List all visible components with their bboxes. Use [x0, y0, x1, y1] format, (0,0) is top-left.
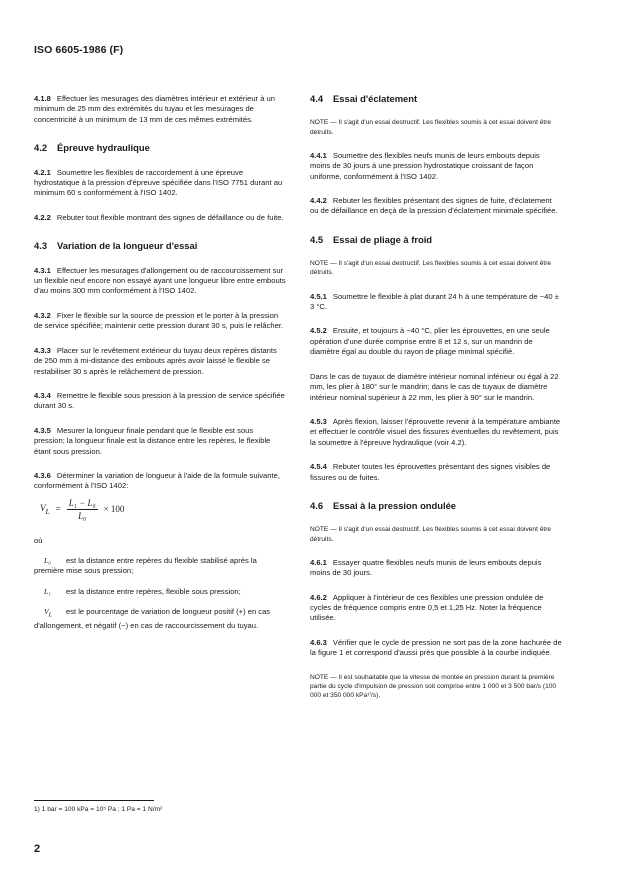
formula-lhs: $V_L$ [40, 502, 50, 516]
formula-denominator: L₀ [78, 511, 87, 522]
para-4-6-3: 4.6.3 Vérifier que le cycle de pression ne sort pas de la zone hachurée de la figure 1 et correspond d'aussi près que possible à la courbe indiquée. [310, 637, 562, 658]
para-4-1-8: 4.1.8 Effectuer les mesurages des diamètres intérieur et extérieur à un minimum de 25 mm des extrémités du tuyau et les mesurages de concentricité à un minimum de 13 mm de ces mêmes extrémités. [34, 94, 275, 124]
formula-numerator: L₁ − L₀ [67, 498, 98, 510]
definition-l1: L₁ est la distance entre repères, flexible sous pression; [44, 586, 241, 596]
note-4-6-3: NOTE — Il est souhaitable que la vitesse de montée en pression durant la première partie du cycle d'impulsion de pression soit comprise entre 1 000 et 3 500 bar/s (100 000 et 350 000 kPa¹⁾/s). [310, 673, 557, 699]
para-4-3-2: 4.3.2 Fixer le flexible sur la source de pression et le porter à la pression de service spécifiée; maintenir cette pression durant 30 s, puis le relâcher. [34, 310, 284, 331]
section-heading-4-3: 4.3 Variation de la longueur d'essai [34, 240, 198, 252]
page-number: 2 [34, 843, 41, 855]
footnote: 1) 1 bar = 100 kPa = 10⁵ Pa ; 1 Pa = 1 N/m² [34, 806, 163, 813]
note-4-5: NOTE — Il s'agit d'un essai destructif. Les flexibles soumis à cet essai doivent être détruits. [310, 260, 552, 277]
right-column [310, 94, 562, 714]
section-heading-4-6: 4.6 Essai à la pression ondulée [310, 499, 457, 511]
para-4-4-2: 4.4.2 Rebuter les flexibles présentant des signes de fuite, d'éclatement ou de défaillance en deçà de la pression d'éclatement minimale spécifiée. [310, 196, 558, 216]
para-4-2-1: 4.2.1 Soumettre les flexibles de raccordement à une épreuve hydrostatique à la pression d'épreuve spécifiée dans l'ISO 7751 durant au minimum 60 s conformément à l'ISO 1402. [34, 167, 283, 198]
para-4-6-1: 4.6.1 Essayer quatre flexibles neufs munis de leurs embouts depuis moins de 30 jours. [310, 557, 542, 578]
para-4-3-1: 4.3.1 Effectuer les mesurages d'allongement ou de raccourcissement sur un flexible neuf encore non essayé ayant une longueur libre entre embouts d'au moins 300 mm conformément à l'ISO 1402. [34, 265, 286, 296]
note-4-4: NOTE — Il s'agit d'un essai destructif. Les flexibles soumis à cet essai doivent être détruits. [310, 119, 552, 136]
para-4-5-4: 4.5.4 Rebuter toutes les éprouvettes présentant des signes visibles de fissures ou de fuites. [310, 462, 551, 482]
para-4-3-3: 4.3.3 Placer sur le revêtement extérieur du tuyau deux repères distants de 250 mm à mi-distance des embouts après avoir laissé le flexible se restabiliser 30 s après le relâchement de pression. [34, 345, 277, 376]
para-4-3-5: 4.3.5 Mesurer la longueur finale pendant que le flexible est sous pression; la longueur finale est la distance entre les repères, le flexible étant sous pression. [34, 425, 271, 456]
section-heading-4-4: 4.4 Essai d'éclatement [310, 93, 418, 104]
page-header: ISO 6605-1986 (F) [34, 44, 124, 56]
section-heading-4-2: 4.2 Épreuve hydraulique [34, 142, 150, 154]
para-4-5-3: 4.5.3 Après flexion, laisser l'éprouvette revenir à la température ambiante et effectuer le contrôle visuel des fissures éventuelles du revêtement, puis la soumettre à l'épreuve hydraulique (voir 4.2). [310, 416, 561, 447]
formula-fraction [67, 498, 98, 522]
para-4-3-4: 4.3.4 Remettre le flexible sous pression à la pression de service spécifiée durant 30 s. [34, 390, 285, 411]
definition-l0: L₀ est la distance entre repères du flexible stabilisé après la première mise sous pression; [34, 555, 257, 576]
para-4-6-2: 4.6.2 Appliquer à l'intérieur de ces flexibles une pression ondulée de cycles de fréquence compris entre 0,5 et 1,25 Hz. Noter la fréquence utilisée. [310, 592, 544, 623]
para-4-2-2: 4.2.2 Rebuter tout flexible montrant des signes de défaillance ou de fuite. [34, 212, 284, 222]
section-heading-4-5: 4.5 Essai de pliage à froid [310, 233, 433, 245]
formula-multiplier: × 100 [103, 504, 125, 515]
where-label: où [34, 535, 43, 545]
footnote-divider [34, 800, 154, 801]
para-4-5-2-continued: Dans le cas de tuyaux de diamètre intérieur nominal inférieur ou égal à 22 mm, les plier à 180° sur le mandrin; dans le cas de tuyaux de diamètre intérieur nominal supérieur à 22 mm, les plier à 90° sur le mandrin. [310, 371, 559, 402]
definition-vl: $V_L$ est le pourcentage de variation de longueur positif (+) en cas d'allongement, et négatif (−) en cas de raccourcissement du tuyau. [34, 607, 271, 631]
note-4-6: NOTE — Il s'agit d'un essai destructif. Les flexibles soumis à cet essai doivent être détruits. [310, 526, 552, 543]
length-variation-formula [40, 498, 286, 522]
left-column [34, 94, 286, 642]
para-4-4-1: 4.4.1 Soumettre des flexibles neufs munis de leurs embouts depuis moins de 30 jours à une pression hydrostatique croissant de façon uniforme, conformément à l'ISO 1402. [310, 150, 540, 181]
para-4-3-6: 4.3.6 Déterminer la variation de longueur à l'aide de la formule suivante, conformément à l'ISO 1402: [34, 470, 280, 491]
para-4-5-1: 4.5.1 Soumettre le flexible à plat durant 24 h à une température de −40 ± 3 °C. [310, 291, 559, 312]
formula-equals: = [55, 504, 61, 515]
para-4-5-2: 4.5.2 Ensuite, et toujours à −40 °C, plier les éprouvettes, en une seule opération d'une durée comprise entre 8 et 12 s, sur un mandrin de diamètre égal au double du rayon de pliage minimal spécifié. [310, 326, 550, 357]
